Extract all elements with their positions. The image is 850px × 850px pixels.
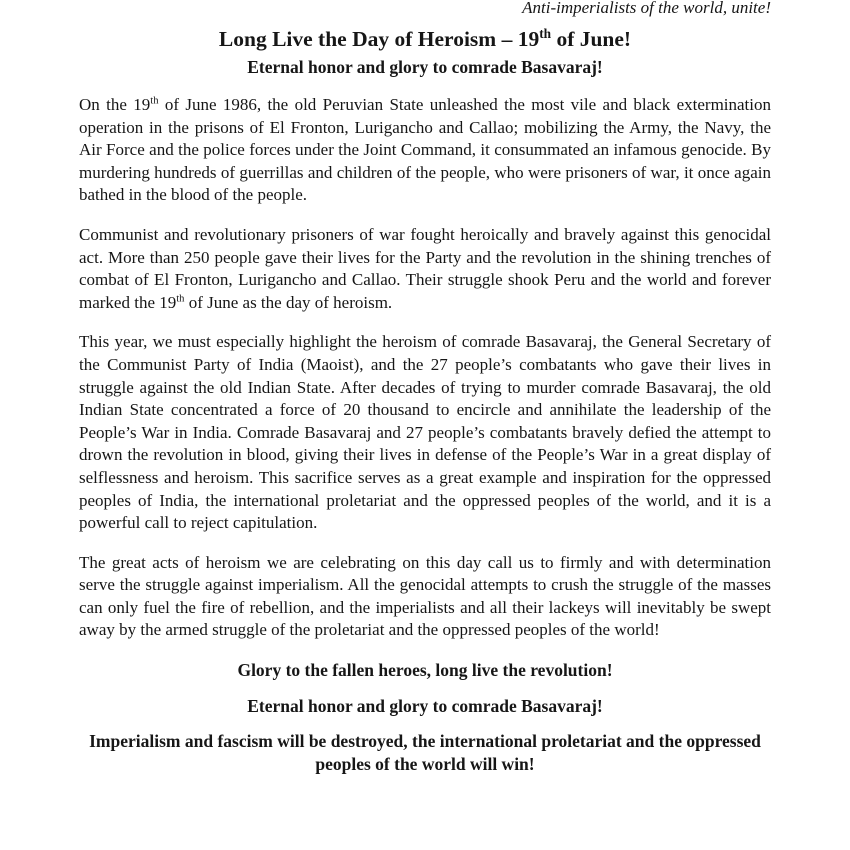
document-title: Long Live the Day of Heroism – 19th of June! bbox=[218, 25, 632, 51]
slogan-imperialism-destroyed: Imperialism and fascism will be destroyed, the international proletariat and the oppressed peoples of the world will win! bbox=[89, 731, 761, 774]
paragraph-3: This year, we must especially highlight the heroism of comrade Basavaraj, the General Secretary of the Communist Party of India (Maoist), and the 27 people’s combatants who gave their lives in struggle against the old Indian State. After decades of trying to murder comrade Basavaraj, the old Indian State concentrated a force of 20 thousand to encircle and annihilate the leadership of the People’s War in India. Comrade Basavaraj and 27 people’s combatants bravely defied the attempt to drown the revolution in blood, giving their lives in defense of the People’s War in a great display of selflessness and heroism. This sacrifice serves as a great example and inspiration for the oppressed peoples of India, the international proletariat and the oppressed peoples of the world, and it is a powerful call to reject capitulation. bbox=[79, 332, 771, 533]
paragraph-1: On the 19th of June 1986, the old Peruvian State unleashed the most vile and black extermination operation in the prisons of El Fronton, Lurigancho and Callao; mobilizing the Army, the Navy, the Air Force and the police forces under the Joint Command, it consummated an infamous genocide. By murdering hundreds of guerrillas and children of the people, who were prisoners of war, it once again bathed in the blood of the people. bbox=[79, 95, 772, 205]
epigraph-motto: Anti-imperialists of the world, unite! bbox=[522, 0, 771, 17]
paragraph-4: The great acts of heroism we are celebrating on this day call us to firmly and with determination serve the struggle against imperialism. All the genocidal attempts to crush the struggle of the masses can only fuel the fire of rebellion, and the imperialists and all their lackeys will inevitably be swept away by the armed struggle of the proletariat and the oppressed peoples of the world! bbox=[79, 552, 771, 640]
document-body bbox=[79, 94, 771, 642]
slogan-eternal-honor: Eternal honor and glory to comrade Basavaraj! bbox=[247, 695, 603, 716]
paragraph-2: Communist and revolutionary prisoners of war fought heroically and bravely against this genocidal act. More than 250 people gave their lives for the Party and the revolution in the shining trenches of combat of El Fronton, Lurigancho and Callao. Their struggle shook Peru and the world and forever marked the 19th of June as the day of heroism. bbox=[79, 224, 771, 312]
document-subtitle: Eternal honor and glory to comrade Basavaraj! bbox=[247, 57, 603, 77]
slogans-section bbox=[79, 659, 771, 775]
slogan-fallen-heroes: Glory to the fallen heroes, long live the revolution! bbox=[237, 660, 613, 681]
